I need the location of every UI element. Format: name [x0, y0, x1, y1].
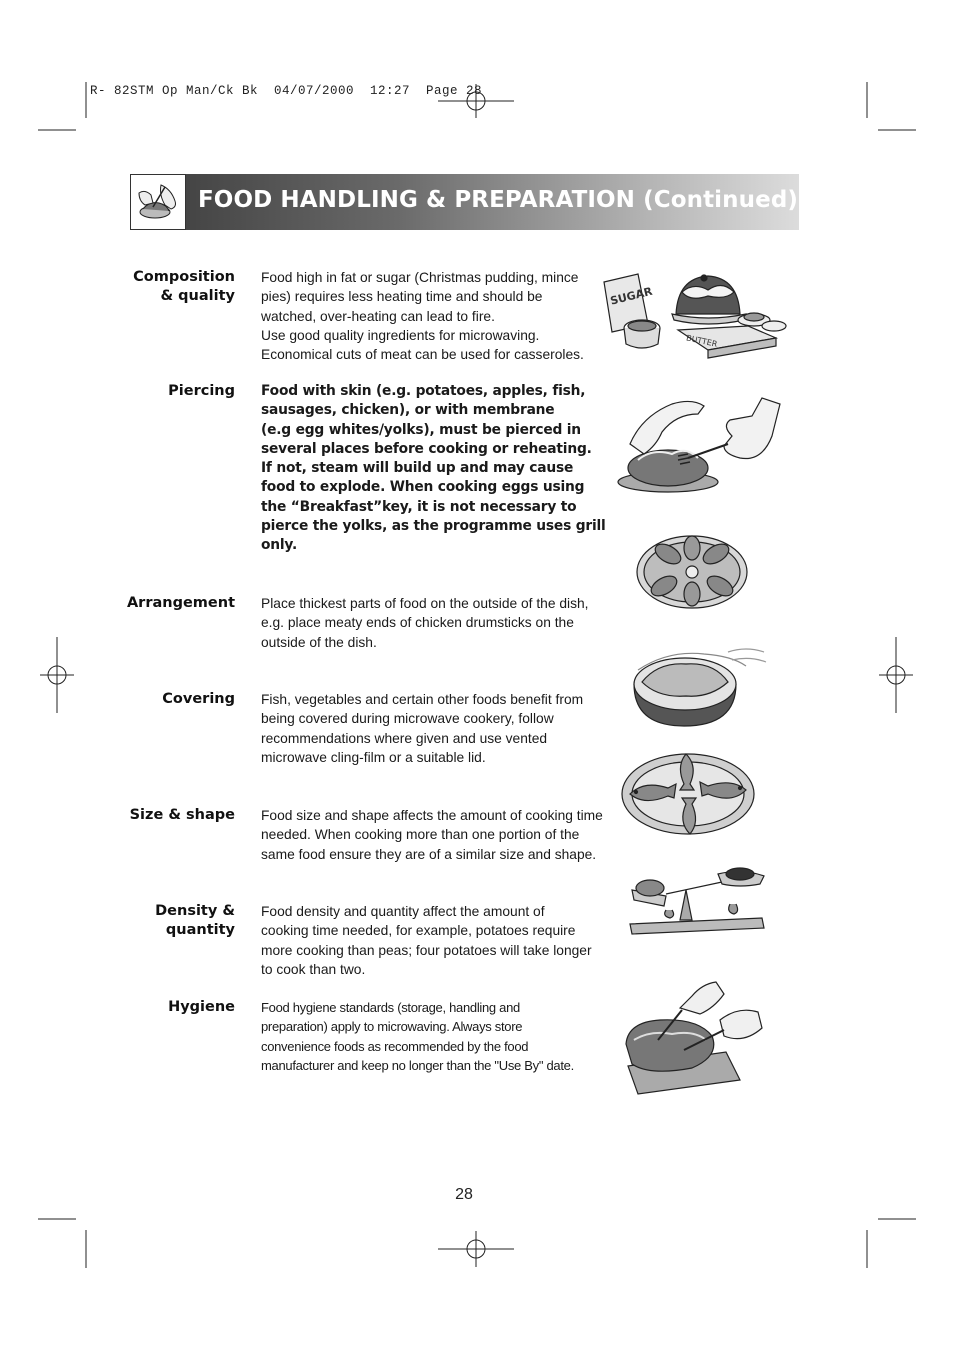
- section-text-piercing: [261, 382, 606, 556]
- text-line: (e.g egg whites/yolks), must be pierced in: [261, 421, 581, 438]
- text-line: same food ensure they are of a similar size and shape.: [261, 846, 597, 862]
- text-line: to cook than two.: [261, 961, 366, 977]
- label-line: Piercing: [168, 383, 235, 399]
- text-line: microwave cling-film or a suitable lid.: [261, 749, 486, 765]
- drumsticks-in-dish-illustration: [634, 530, 752, 612]
- text-line: outside of the dish.: [261, 634, 377, 650]
- text-line: pierce the yolks, as the programme uses grill: [261, 518, 606, 535]
- text-line: If not, steam will build up and may cause: [261, 460, 574, 477]
- print-slug: R- 82STM Op Man/Ck Bk 04/07/2000 12:27 Page 28: [90, 84, 483, 98]
- fish-on-plate-illustration: [614, 750, 764, 838]
- label-line: quantity: [165, 922, 235, 939]
- label-line: Arrangement: [126, 595, 235, 611]
- text-line: only.: [261, 537, 297, 554]
- text-line: needed. When cooking more than one portion of the: [261, 827, 580, 843]
- covered-dish-illustration: [628, 644, 768, 730]
- section-text-composition: [261, 268, 591, 364]
- hands-preparing-food-icon: [130, 174, 186, 230]
- text-line: several places before cooking or reheating.: [261, 440, 592, 457]
- text-line: manufacturer and keep no longer than the "Use By" date.: [261, 1057, 574, 1073]
- label-line: & quality: [160, 288, 235, 305]
- sugar-bag-text: SUGAR: [608, 284, 654, 308]
- text-line: Food with skin (e.g. potatoes, apples, fish,: [261, 383, 586, 399]
- section-text-covering: [261, 690, 591, 767]
- section-text-density: [261, 902, 591, 979]
- page-number: 28: [455, 1186, 473, 1203]
- sugar-pudding-butter-illustration: [598, 268, 794, 364]
- section-label-composition: [0, 268, 235, 307]
- section-label-density: [0, 902, 235, 941]
- butter-pack-text: BUTTER: [685, 333, 719, 349]
- text-line: cooking time needed, for example, potatoes require: [261, 923, 576, 939]
- label-line: Density &: [155, 903, 235, 919]
- section-label-size-shape: [0, 806, 235, 825]
- text-line: food to explode. When cooking eggs using: [261, 479, 585, 496]
- text-line: Place thickest parts of food on the outside of the dish,: [261, 596, 589, 611]
- text-line: watched, over-heating can lead to fire.: [261, 308, 495, 324]
- section-text-hygiene: [261, 998, 591, 1075]
- text-line: pies) requires less heating time and should be: [261, 289, 543, 305]
- text-line: Food size and shape affects the amount of cooking time: [261, 808, 603, 823]
- text-line: more cooking than peas; four potatoes will take longer: [261, 942, 592, 958]
- text-line: Fish, vegetables and certain other foods benefit from: [261, 692, 584, 707]
- section-label-piercing: [0, 382, 235, 401]
- text-line: recommendations where given and use vented: [261, 730, 548, 746]
- section-text-size-shape: [261, 806, 603, 864]
- carving-meat-illustration: [620, 978, 766, 1096]
- text-line: Food hygiene standards (storage, handling and: [261, 1000, 520, 1015]
- text-line: sausages, chicken), or with membrane: [261, 402, 555, 419]
- fork-piercing-potato-illustration: [612, 396, 784, 500]
- section-text-arrangement: [261, 594, 591, 652]
- text-line: being covered during microwave cookery, follow: [261, 711, 554, 727]
- text-line: convenience foods as recommended by the food: [261, 1038, 529, 1054]
- text-line: e.g. place meaty ends of chicken drumsticks on the: [261, 615, 574, 631]
- balance-scale-illustration: [626, 866, 768, 936]
- text-line: Economical cuts of meat can be used for casseroles.: [261, 347, 584, 363]
- text-line: Food density and quantity affect the amount of: [261, 904, 545, 919]
- label-line: Hygiene: [168, 999, 235, 1015]
- label-line: Covering: [162, 691, 235, 707]
- text-line: preparation) apply to microwaving. Always store: [261, 1019, 523, 1035]
- section-label-arrangement: [0, 594, 235, 613]
- page-title: FOOD HANDLING & PREPARATION (Continued): [198, 187, 798, 213]
- text-line: Food high in fat or sugar (Christmas pudding, mince: [261, 270, 579, 285]
- text-line: Use good quality ingredients for microwaving.: [261, 327, 540, 343]
- title-banner: [130, 174, 799, 230]
- label-line: Size & shape: [129, 807, 235, 823]
- text-line: the “Breakfast”key, it is not necessary to: [261, 498, 577, 515]
- section-label-covering: [0, 690, 235, 709]
- section-label-hygiene: [0, 998, 235, 1017]
- label-line: Composition: [133, 269, 235, 285]
